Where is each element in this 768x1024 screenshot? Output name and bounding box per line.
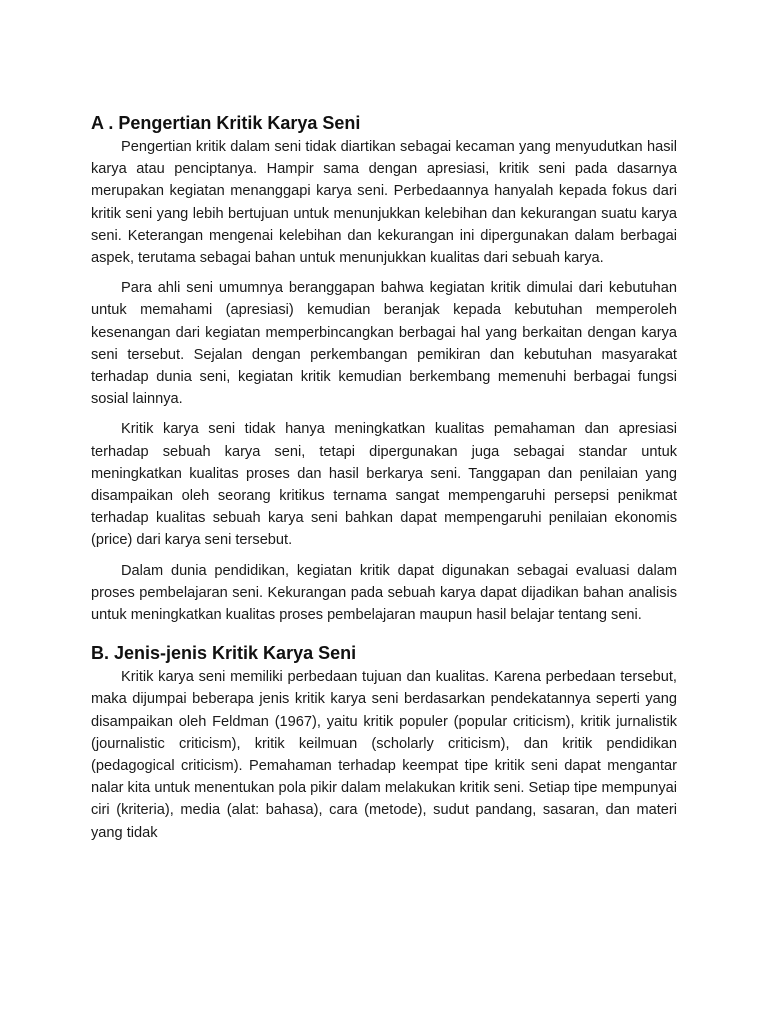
paragraph: Kritik karya seni memiliki perbedaan tujuan dan kualitas. Karena perbedaan tersebut, maka dijumpai beberapa jenis kritik karya seni berdasarkan pendekatannya seperti yang disampaikan oleh Feldman (1967), yaitu kritik populer (popular criticism), kritik jurnalistik (journalistic criticism), kritik keilmuan (scholarly criticism), dan kritik pendidikan (pedagogical criticism). Pemahaman terhadap keempat tipe kritik seni dapat mengantar nalar kita untuk menentukan pola pikir dalam melakukan kritik seni. Setiap tipe mempunyai ciri (kriteria), media (alat: bahasa), cara (metode), sudut pandang, sasaran, dan materi yang tidak	[91, 669, 677, 841]
paragraph: Dalam dunia pendidikan, kegiatan kritik dapat digunakan sebagai evaluasi dalam proses pembelajaran seni. Kekurangan pada sebuah karya dapat dijadikan bahan analisis untuk meningkatkan kualitas proses pembelajaran maupun hasil belajar tentang seni.	[91, 562, 677, 624]
section-pengertian	[91, 110, 677, 626]
section-jenis-jenis	[91, 640, 677, 844]
document-page	[91, 110, 677, 844]
section-heading: B. Jenis-jenis Kritik Karya Seni	[91, 643, 357, 664]
paragraph: Kritik karya seni tidak hanya meningkatkan kualitas pemahaman dan apresiasi terhadap sebuah karya seni, tetapi dipergunakan juga sebagai standar untuk meningkatkan kualitas proses dan hasil berkarya seni. Tanggapan dan penilaian yang disampaikan oleh seorang kritikus ternama sangat mempengaruhi persepsi penikmat terhadap kualitas sebuah karya seni bahkan dapat mempengaruhi penilaian ekonomis (price) dari karya seni tersebut.	[91, 421, 677, 549]
paragraph: Pengertian kritik dalam seni tidak diartikan sebagai kecaman yang menyudutkan hasil karya atau penciptanya. Hampir sama dengan apresiasi, kritik seni pada dasarnya merupakan kegiatan menanggapi karya seni. Perbedaannya hanyalah kepada fokus dari kritik seni yang lebih bertujuan untuk menunjukkan kelebihan dan kekurangan suatu karya seni. Keterangan mengenai kelebihan dan kekurangan ini dipergunakan dalam berbagai aspek, terutama sebagai bahan untuk menunjukkan kualitas dari sebuah karya.	[91, 139, 677, 267]
section-heading: A . Pengertian Kritik Karya Seni	[91, 113, 361, 133]
paragraph: Para ahli seni umumnya beranggapan bahwa kegiatan kritik dimulai dari kebutuhan untuk memahami (apresiasi) kemudian beranjak kepada kebutuhan memperoleh kesenangan dari kegiatan memperbincangkan berbagai hal yang berkaitan dengan karya seni tersebut. Sejalan dengan perkembangan pemikiran dan kebutuhan masyarakat terhadap dunia seni, kegiatan kritik kemudian berkembang memenuhi berbagai fungsi sosial lainnya.	[91, 280, 677, 408]
